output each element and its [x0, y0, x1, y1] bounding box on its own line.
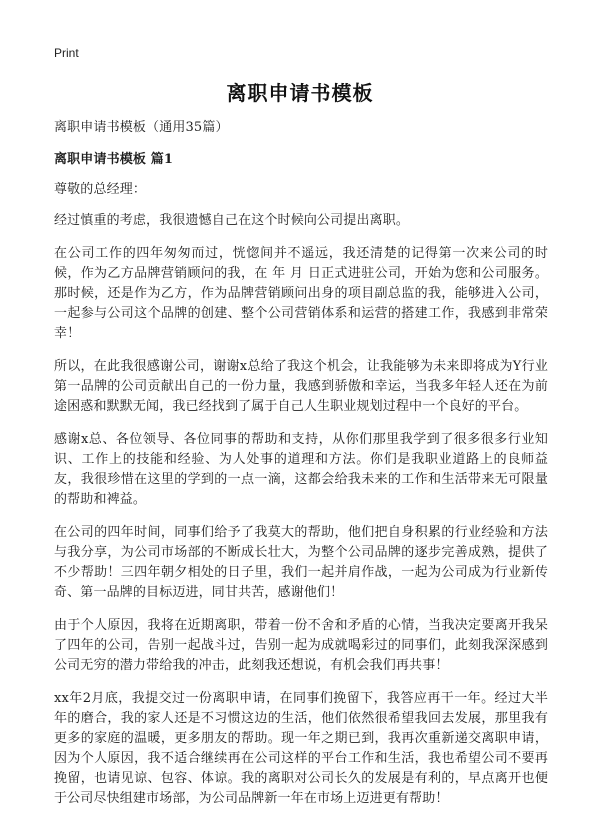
paragraph: 由于个人原因，我将在近期离职，带着一份不舍和矛盾的心情，当我决定要离开我呆了四年的公司，告别一起战斗过，告别一起为成就喝彩过的同事们，此刻我深深感到公司无穷的潜力带给我的冲击，此刻我还想说，有机会我们再共事！ — [54, 618, 548, 673]
section-heading: 离职申请书模板 篇1 — [54, 152, 174, 167]
greeting: 尊敬的总经理： — [54, 182, 147, 197]
document-subtitle: 离职申请书模板（通用35篇） — [54, 120, 229, 135]
paragraph: 在公司工作的四年匆匆而过，恍惚间并不遥远，我还清楚的记得第一次来公司的时候，作为乙方品牌营销顾问的我，在 年 月 日正式进驻公司，开始为您和公司服务。那时候，还是作为乙方，作为品牌营销顾问出身的项目副总监的我，能够进入公司，一起参与公司这个品牌的创建、整个公司营销体系和运营的搭建工作，我感到非常荣幸！ — [54, 246, 548, 341]
paragraph: 在公司的四年时间，同事们给予了我莫大的帮助，他们把自身积累的行业经验和方法与我分享，为公司市场部的不断成长壮大，为整个公司品牌的逐步完善成熟，提供了不少帮助！三四年朝夕相处的日子里，我们一起并肩作战，一起为公司成为行业新传奇、第一品牌的目标迈进，同甘共苦，感谢他们！ — [54, 525, 548, 600]
paragraph: 感谢x总、各位领导、各位同事的帮助和支持，从你们那里我学到了很多很多行业知识、工作上的技能和经验、为人处事的道理和方法。你们是我职业道路上的良师益友，我很珍惜在这里的学到的一点一滴，这都会给我未来的工作和生活带来无可限量的帮助和裨益。 — [54, 432, 548, 507]
print-link[interactable]: Print — [54, 46, 79, 60]
document-title: 离职申请书模板 — [226, 81, 374, 105]
paragraph: xx年2月底，我提交过一份离职申请，在同事们挽留下，我答应再干一年。经过大半年的磨合，我的家人还是不习惯这边的生活，他们依然很希望我回去发展，那里我有更多的家庭的温暖，更多朋友的帮助。现一年之期已到，我再次重新递交离职申请，因为个人原因，我不适合继续再在公司这样的平台工作和生活，我也希望公司不要再挽留，也请见谅、包容、体谅。我的离职对公司长久的发展是有利的，早点离开也便于公司尽快组建市场部，为公司品牌新一年在市场上迈进更有帮助！ — [54, 691, 548, 806]
paragraph: 经过慎重的考虑，我很遗憾自己在这个时候向公司提出离职。 — [54, 213, 410, 228]
document-body — [54, 118, 548, 822]
paragraph: 所以，在此我很感谢公司，谢谢x总给了我这个机会，让我能够为未来即将成为Y行业第一品牌的公司贡献出自己的一份力量，我感到骄傲和幸运，当我多年轻人还在为前途困惑和默默无闻，我已经找到了属于自己人生职业规划过程中一个良好的平台。 — [54, 359, 548, 414]
